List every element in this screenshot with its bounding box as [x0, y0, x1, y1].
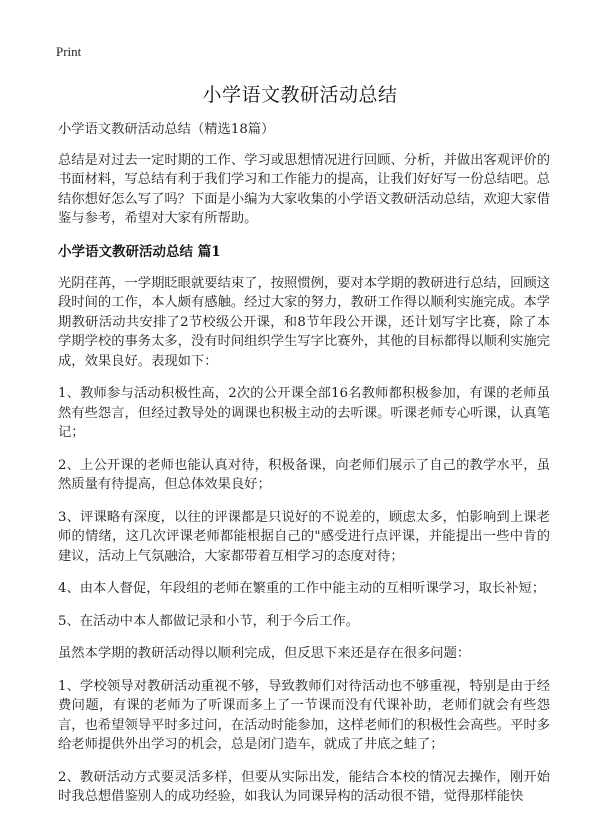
body-paragraph: 1、学校领导对教研活动重视不够，导致教师们对待活动也不够重视，特别是由于经费问题，有课的老师为了听课而多上了一节课而没有代课补助，老师们就会有些怨言，也希望领导平时多过问，在活动时能参加，这样老师们的积极性会高些。平时多给老师提供外出学习的机会，总是闭门造车，就成了井底之蛙了； [58, 678, 550, 752]
document-body [58, 120, 550, 820]
body-paragraph: 光阴荏苒，一学期眨眼就要结束了，按照惯例，要对本学期的教研进行总结，回顾这段时间的工作，本人颇有感触。经过大家的努力，教研工作得以顺利实施完成。本学期教研活动共安排了2节校级公开课，和8节年段公开课，还计划写字比赛，除了本学期学校的事务太多，没有时间组织学生写字比赛外，其他的目标都得以顺利实施完成，效果良好。表现如下： [58, 275, 550, 369]
body-paragraph: 4、由本人督促，年段组的老师在繁重的工作中能主动的互相听课学习，取长补短； [58, 581, 546, 596]
section-heading: 小学语文教研活动总结 篇1 [58, 243, 221, 260]
body-paragraph: 虽然本学期的教研活动得以顺利完成，但反思下来还是存在很多问题： [58, 646, 471, 661]
body-paragraph: 3、评课略有深度，以往的评课都是只说好的不说差的，顾虑太多，怕影响到上课老师的情绪，这几次评课老师都能根据自己的"感受进行点评课，并能提出一些中肯的建议，活动上气氛融洽，大家都带着互相学习的态度对待； [58, 509, 550, 564]
body-paragraph: 1、教师参与活动积极性高，2次的公开课全部16名教师都积极参加，有课的老师虽然有些怨言，但经过教导处的调课也积极主动的去听课。听课老师专心听课，认真笔记； [58, 386, 550, 440]
body-paragraph: 2、上公开课的老师也能认真对待，积极备课，向老师们展示了自己的教学水平，虽然质量有待提高，但总体效果良好； [58, 457, 550, 492]
intro-paragraph: 总结是对过去一定时期的工作、学习或思想情况进行回顾、分析，并做出客观评价的书面材料，写总结有利于我们学习和工作能力的提高，让我们好好写一份总结吧。总结你想好怎么写了吗？下面是小编为大家收集的小学语文教研活动总结，欢迎大家借鉴与参考，希望对大家有所帮助。 [58, 152, 550, 226]
body-paragraph: 2、教研活动方式要灵活多样，但要从实际出发，能结合本校的情况去操作，刚开始时我总想借鉴别人的成功经验，如我认为同课异构的活动很不错，觉得那样能快 [58, 769, 550, 804]
page-title: 小学语文教研活动总结 [202, 84, 398, 106]
print-label: Print [56, 44, 82, 59]
document-subtitle: 小学语文教研活动总结（精选18篇） [58, 122, 275, 137]
body-paragraph: 5、在活动中本人都做记录和小节，利于今后工作。 [58, 613, 359, 629]
